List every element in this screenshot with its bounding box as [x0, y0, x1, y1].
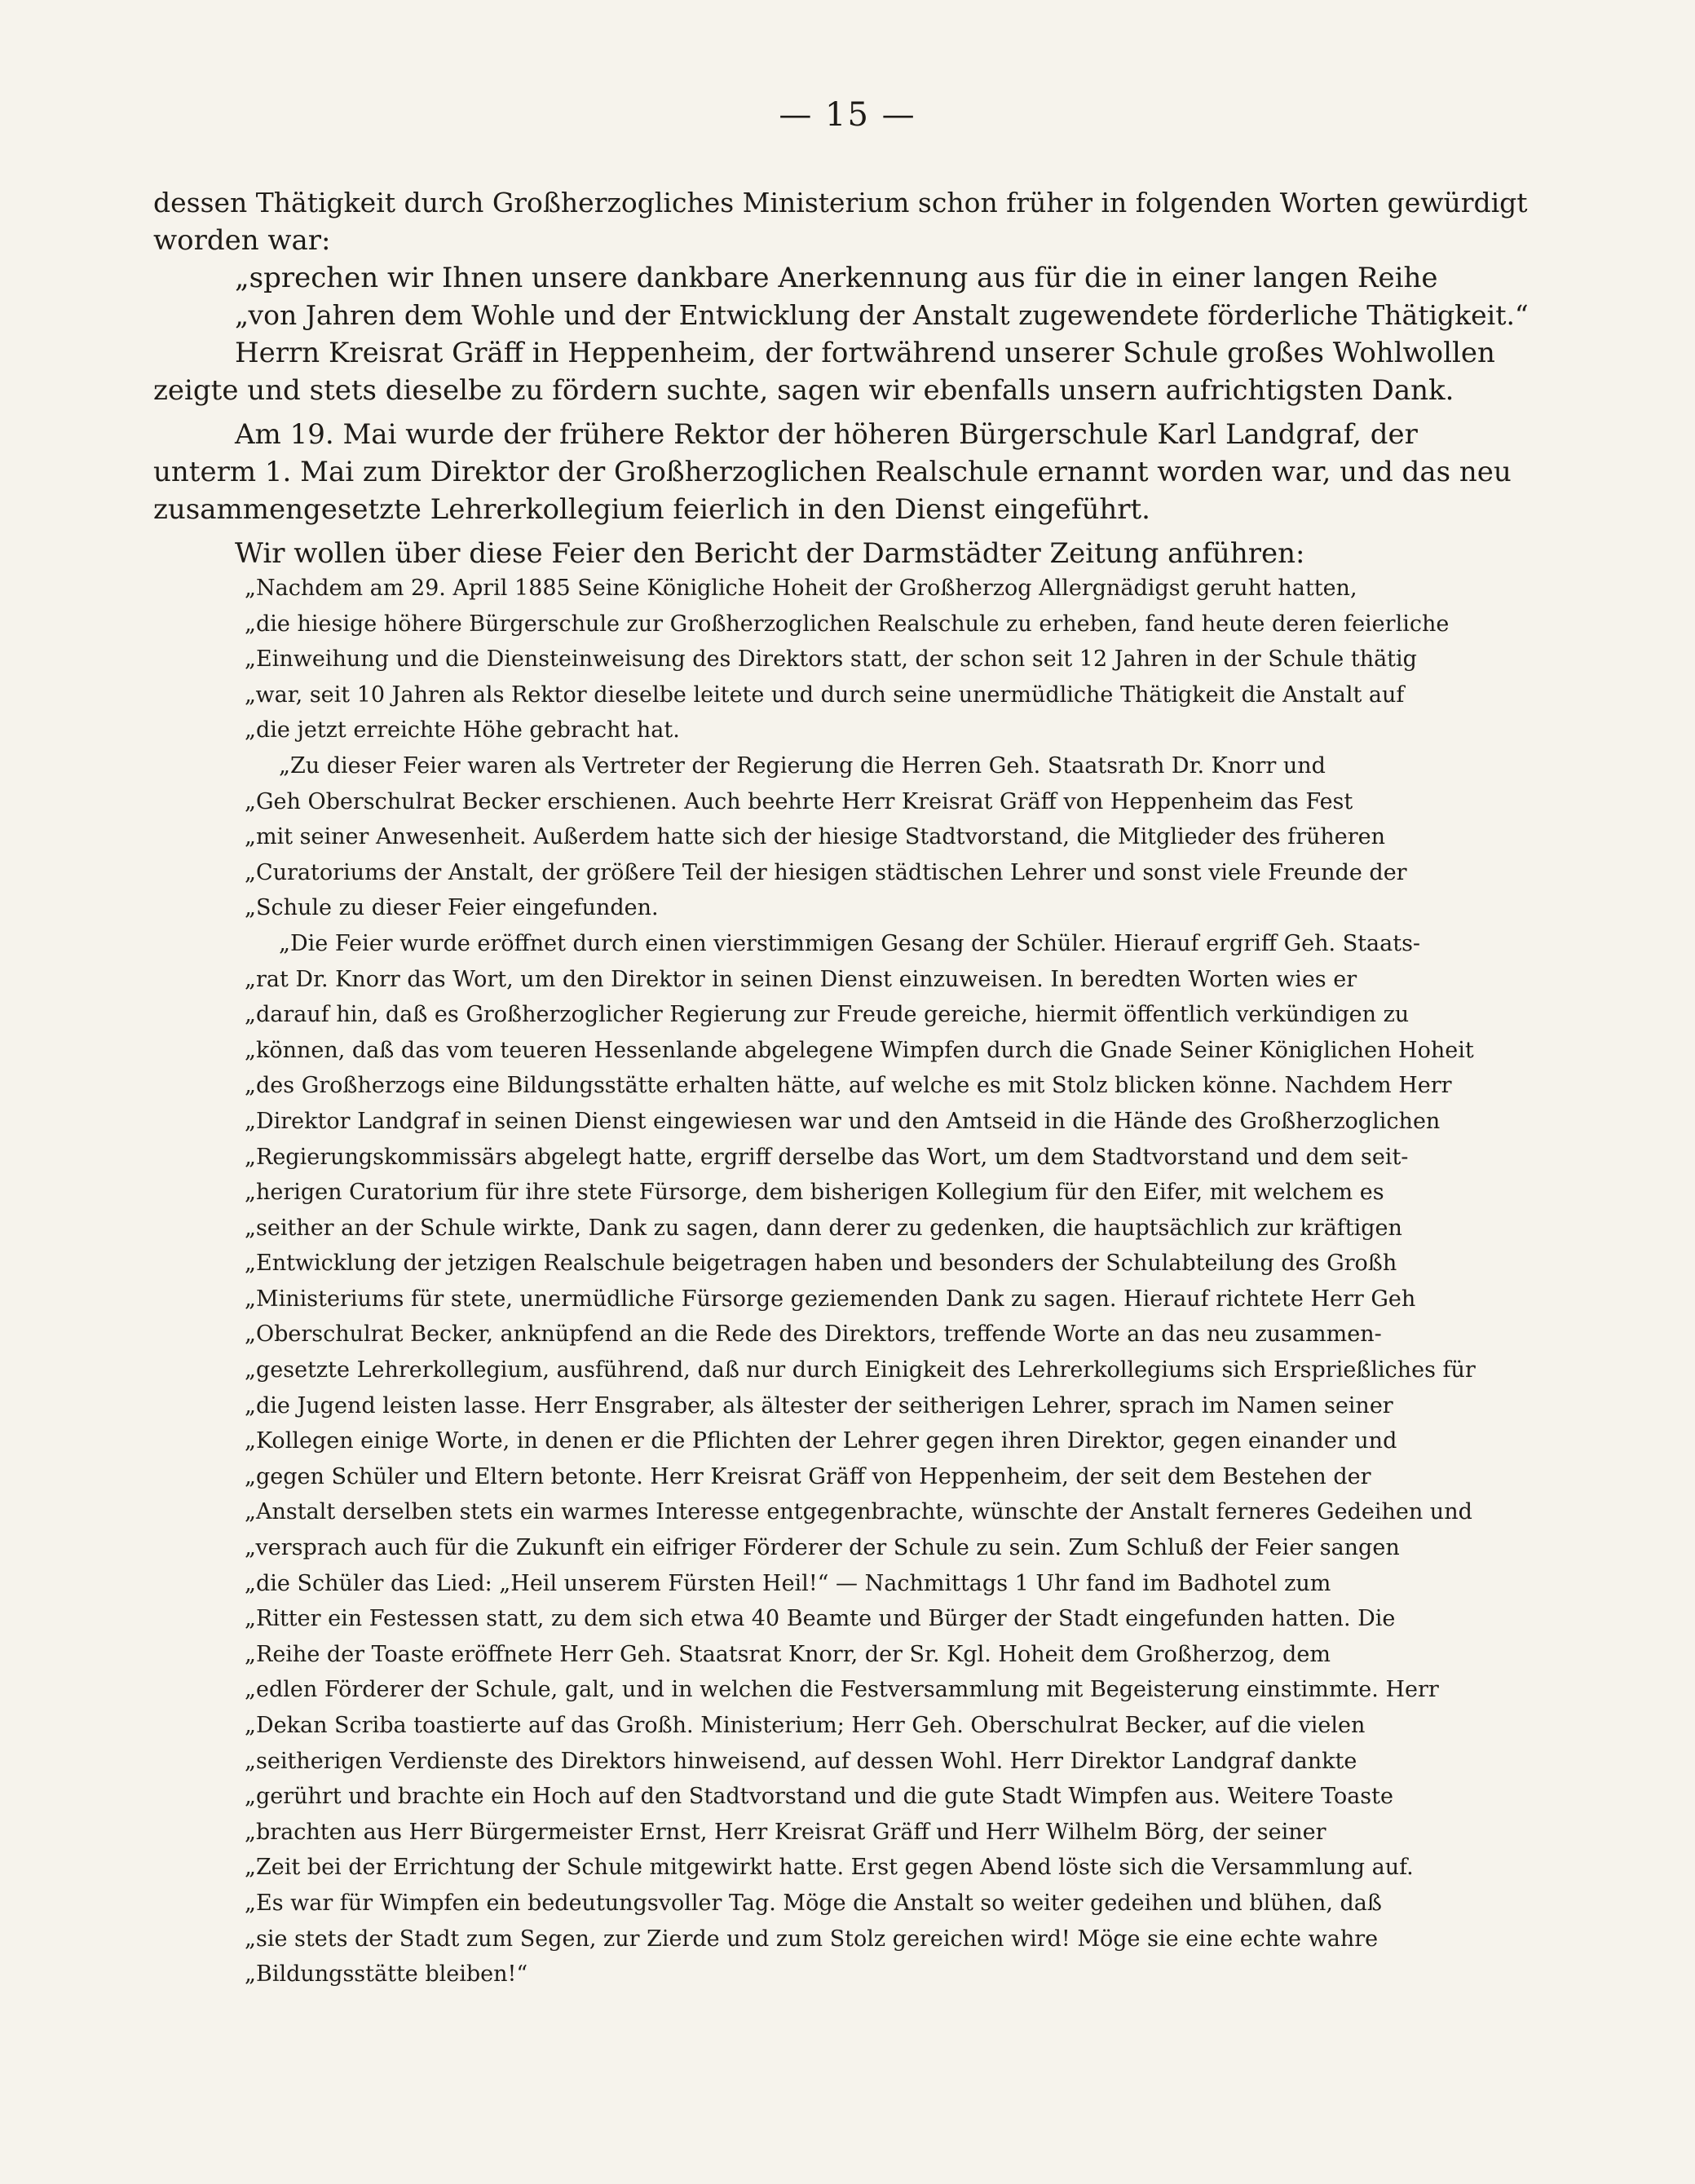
quote-line: „war, seit 10 Jahren als Rektor dieselbe leitete und durch seine unermüdliche Thätigkeit die Anstalt auf: [245, 682, 1405, 708]
quote-line: „rat Dr. Knorr das Wort, um den Direktor in seinen Dienst einzuweisen. In beredten Worten wies er: [245, 966, 1357, 992]
quote-line: „versprach auch für die Zukunft ein eifriger Förderer der Schule zu sein. Zum Schluß der Feier sangen: [245, 1535, 1400, 1561]
text-line: Herrn Kreisrat Gräff in Heppenheim, der fortwährend unserer Schule großes Wohlwollen: [235, 337, 1495, 369]
quote-line: „des Großherzogs eine Bildungsstätte erhalten hätte, auf welche es mit Stolz blicken könne. Nachdem Herr: [245, 1073, 1452, 1099]
quote-line: „gegen Schüler und Eltern betonte. Herr Kreisrat Gräff von Heppenheim, der seit dem Bestehen der: [245, 1463, 1371, 1489]
quote-line: „Curatoriums der Anstalt, der größere Teil der hiesigen städtischen Lehrer und sonst viele Freunde der: [245, 859, 1407, 885]
quote-line: „Die Feier wurde eröffnet durch einen vierstimmigen Gesang der Schüler. Hierauf ergriff Geh. Staats-: [279, 930, 1421, 956]
quote-line: „herigen Curatorium für ihre stete Fürsorge, dem bisherigen Kollegium für den Eifer, mit welchem es: [245, 1180, 1384, 1206]
quote-line: „seitherigen Verdienste des Direktors hinweisend, auf dessen Wohl. Herr Direktor Landgraf dankte: [245, 1748, 1357, 1774]
quote-line: „darauf hin, daß es Großherzoglicher Regierung zur Freude gereiche, hiermit öffentlich verkündigen zu: [245, 1002, 1410, 1028]
quote-line: „Schule zu dieser Feier eingefunden.: [245, 895, 659, 921]
quote-line: „Zu dieser Feier waren als Vertreter der Regierung die Herren Geh. Staatsrath Dr. Knorr und: [279, 752, 1326, 779]
intro-text: [153, 184, 1549, 572]
quote-line: „Ministeriums für stete, unermüdliche Fürsorge geziemenden Dank zu sagen. Hierauf richtete Herr Geh: [245, 1286, 1416, 1312]
quote-line: „Entwicklung der jetzigen Realschule beigetragen haben und besonders der Schulabteilung des Großh: [245, 1251, 1397, 1277]
quote-line: „gesetzte Lehrerkollegium, ausführend, daß nur durch Einigkeit des Lehrerkollegiums sich Ersprießliches für: [245, 1357, 1476, 1383]
text-line: „sprechen wir Ihnen unsere dankbare Anerkennung aus für die in einer langen Reihe: [235, 262, 1438, 294]
quote-line: „die hiesige höhere Bürgerschule zur Großherzoglichen Realschule zu erheben, fand heute deren feierliche: [245, 611, 1450, 637]
quote-line: „Es war für Wimpfen ein bedeutungsvoller Tag. Möge die Anstalt so weiter gedeihen und blühen, daß: [245, 1890, 1382, 1916]
text-line: Wir wollen über diese Feier den Bericht der Darmstädter Zeitung anführen:: [235, 537, 1305, 570]
quote-line: „Nachdem am 29. April 1885 Seine Königliche Hoheit der Großherzog Allergnädigst geruht hatten,: [245, 576, 1357, 601]
text-line: zeigte und stets dieselbe zu fördern suchte, sagen wir ebenfalls unsern aufrichtigsten Dank.: [153, 374, 1454, 407]
quote-line: „Dekan Scriba toastierte auf das Großh. Ministerium; Herr Geh. Oberschulrat Becker, auf die vielen: [245, 1713, 1366, 1738]
quote-line: „können, daß das vom teueren Hessenlande abgelegene Wimpfen durch die Gnade Seiner Königlichen Hoheit: [245, 1037, 1474, 1063]
quote-line: „die Jugend leisten lasse. Herr Ensgraber, als ältester der seitherigen Lehrer, sprach im Namen seiner: [245, 1392, 1393, 1418]
text-line: Am 19. Mai wurde der frühere Rektor der höheren Bürgerschule Karl Landgraf, der: [235, 418, 1418, 451]
quote-line: „Oberschulrat Becker, anknüpfend an die Rede des Direktors, treffende Worte an das neu zusammen-: [245, 1321, 1382, 1348]
quote-line: „mit seiner Anwesenheit. Außerdem hatte sich der hiesige Stadtvorstand, die Mitglieder des früheren: [245, 824, 1386, 850]
text-line: zusammengesetzte Lehrerkollegium feierlich in den Dienst eingeführt.: [153, 493, 1150, 526]
text-line: dessen Thätigkeit durch Großherzogliches Ministerium schon früher in folgenden Worten gewürdigt: [153, 187, 1528, 218]
quote-line: „die jetzt erreichte Höhe gebracht hat.: [245, 717, 680, 743]
quote-line: „Einweihung und die Diensteinweisung des Direktors statt, der schon seit 12 Jahren in der Schule thätig: [245, 646, 1417, 673]
text-line: „von Jahren dem Wohle und der Entwicklung der Anstalt zugewendete förderliche Thätigkeit.“: [235, 299, 1529, 331]
quote-line: „Anstalt derselben stets ein warmes Interesse entgegenbrachte, wünschte der Anstalt ferneres Gedeihen und: [245, 1499, 1472, 1525]
quote-line: „Bildungsstätte bleiben!“: [245, 1961, 528, 1988]
quote-line: „Geh Oberschulrat Becker erschienen. Auch beehrte Herr Kreisrat Gräff von Heppenheim das Fest: [245, 788, 1353, 814]
text-line: unterm 1. Mai zum Direktor der Großherzoglichen Realschule ernannt worden war, und das neu: [153, 456, 1512, 488]
quote-line: „brachten aus Herr Bürgermeister Ernst, Herr Kreisrat Gräff und Herr Wilhelm Börg, der seiner: [245, 1819, 1326, 1845]
quote-line: „Zeit bei der Errichtung der Schule mitgewirkt hatte. Erst gegen Abend löste sich die Versammlung auf.: [245, 1855, 1414, 1881]
quote-line: „Kollegen einige Worte, in denen er die Pflichten der Lehrer gegen ihren Direktor, gegen einander und: [245, 1428, 1397, 1454]
quote-line: „edlen Förderer der Schule, galt, und in welchen die Festversammlung mit Begeisterung einstimmte. Herr: [245, 1677, 1439, 1703]
quote-line: „seither an der Schule wirkte, Dank zu sagen, dann derer zu gedenken, die hauptsächlich zur kräftigen: [245, 1215, 1402, 1241]
newspaper-report: [245, 571, 1549, 1992]
quote-line: „sie stets der Stadt zum Segen, zur Zierde und zum Stolz gereichen wird! Möge sie eine echte wahre: [245, 1926, 1379, 1952]
quote-line: „Regierungskommissärs abgelegt hatte, ergriff derselbe das Wort, um dem Stadtvorstand und dem seit-: [245, 1144, 1409, 1170]
page-number: — 15 —: [779, 96, 916, 134]
quote-line: „die Schüler das Lied: „Heil unserem Fürsten Heil!“ — Nachmittags 1 Uhr fand im Badhotel zum: [245, 1570, 1331, 1596]
quote-line: „Direktor Landgraf in seinen Dienst eingewiesen war und den Amtseid in die Hände des Großherzoglichen: [245, 1108, 1441, 1134]
quote-line: „Reihe der Toaste eröffnete Herr Geh. Staatsrat Knorr, der Sr. Kgl. Hoheit dem Großherzog, dem: [245, 1641, 1331, 1667]
text-line: worden war:: [153, 224, 331, 257]
quote-line: „Ritter ein Festessen statt, zu dem sich etwa 40 Beamte und Bürger der Stadt eingefunden hatten. Die: [245, 1606, 1396, 1632]
quote-line: „gerührt und brachte ein Hoch auf den Stadtvorstand und die gute Stadt Wimpfen aus. Weitere Toaste: [245, 1784, 1393, 1810]
